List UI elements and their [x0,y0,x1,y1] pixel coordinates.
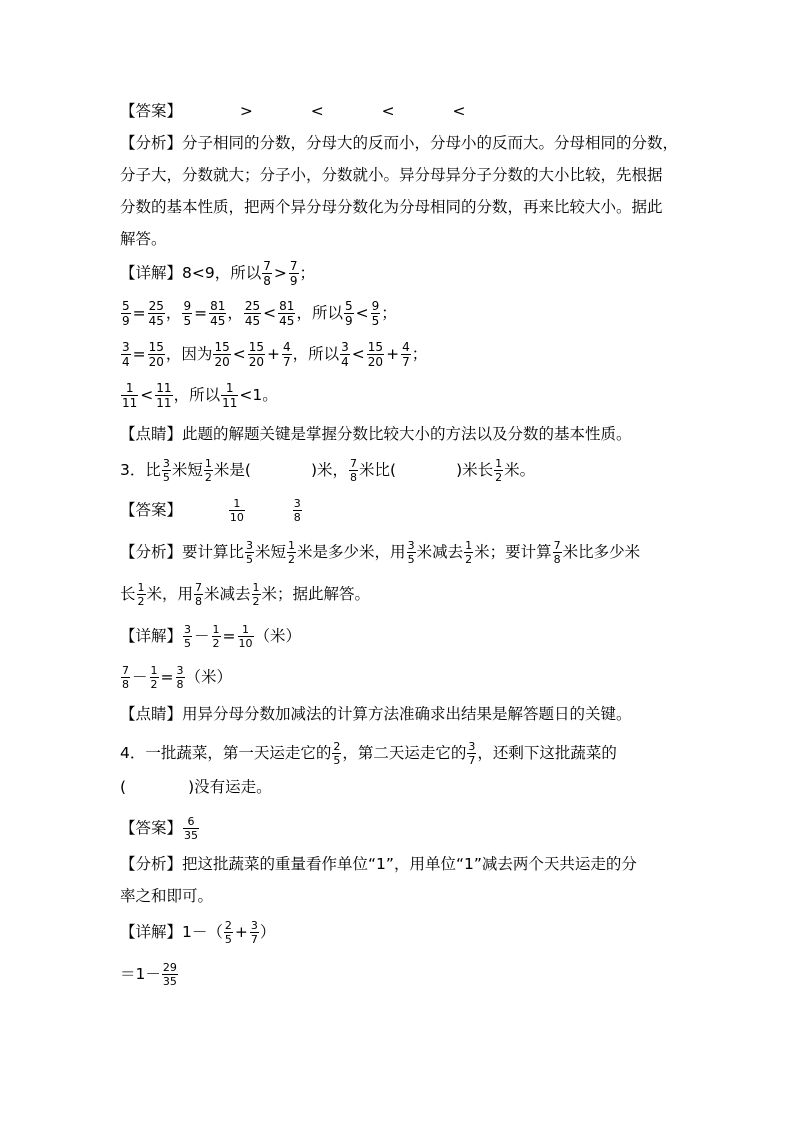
denominator: 2 [204,471,212,484]
question-3 [120,458,680,483]
detail-3-line-2 [120,665,680,690]
numerator: 25 [244,299,261,313]
question-number: 3． [120,461,146,479]
denominator: 9 [289,274,298,288]
denominator: 45 [244,314,261,328]
text: ，还剩下这批蔬菜的 [477,744,617,762]
fraction [212,624,221,649]
fraction [282,341,292,368]
numerator: 1 [212,623,220,636]
answer-symbol-2: < [310,102,324,120]
denominator: 9 [122,314,130,328]
text: ； [411,345,428,363]
detail-1-line-3 [120,341,680,368]
text: 米比( [359,461,397,479]
fraction [162,458,171,483]
fraction [293,498,302,523]
denominator: 8 [122,678,129,691]
fraction [332,741,341,766]
analysis-3-line-1 [120,540,680,565]
analysis-text: 分子相同的分数，分母大的反而小，分母小的反而大。分母相同的分数， [182,134,679,152]
fraction [162,962,178,987]
numerator: 3 [293,497,301,510]
analysis-1-line-3: 分数的基本性质，把两个异分母分数化为分母相同的分数，再来比较大小。据此 [120,198,663,216]
operator: = [222,627,236,645]
operator: = [132,304,146,322]
operator: < [351,345,365,363]
numerator: 15 [367,340,384,354]
numerator: 1 [233,497,241,510]
fraction [464,540,473,565]
text: 米是( [213,461,251,479]
text: 米是多少米，用 [297,543,406,561]
fraction [467,741,476,766]
denominator: 8 [293,511,301,524]
denominator: 4 [341,355,349,369]
denominator: 10 [229,511,244,524]
numerator: 1 [252,581,260,594]
denominator: 5 [224,933,232,946]
answer-symbol-1: > [239,102,253,120]
analysis-text: 把这批蔬菜的重量看作单位“1”，用单位“1”减去两个天共运走的分 [182,855,637,873]
text: ； [299,264,316,282]
numerator: 1 [242,623,250,636]
denominator: 10 [238,637,253,650]
remark-label: 【点睛】 [120,425,183,443]
remark-text: 用异分母分数加减法的计算方法准确求出结果是解答题日的关键。 [182,705,632,723]
fraction [137,582,146,607]
numerator: 4 [402,340,410,354]
numerator: 7 [122,664,129,677]
operator: > [273,264,287,282]
text: ， [296,304,312,322]
numerator: 15 [214,340,230,354]
detail-4-line-1 [120,920,680,945]
text: ， [227,304,243,322]
answer-3 [120,498,680,523]
numerator: 7 [289,259,298,273]
fraction [150,665,159,690]
text: 米；据此解答。 [261,585,371,603]
fraction [494,458,503,483]
fraction [340,341,350,368]
text: 1－（ [182,923,223,941]
fraction [553,540,562,565]
fraction [407,540,416,565]
denominator: 8 [263,274,271,288]
numerator: 1 [125,381,134,395]
text: )米长 [456,461,494,479]
text: 米短 [255,543,287,561]
denominator: 7 [250,933,258,946]
operator: = [132,345,146,363]
fraction [209,300,226,327]
numerator: 7 [263,259,271,273]
text: ，因为 [165,345,213,363]
operator: < [355,304,369,322]
numerator: 7 [553,539,561,552]
text: 米；要计算 [474,543,552,561]
numerator: 1 [204,457,212,470]
denominator: 20 [367,355,384,369]
fraction [262,260,272,287]
detail-label: 【详解】 [120,627,183,645]
answer-label: 【答案】 [120,102,183,120]
numerator: 1 [150,664,158,677]
numerator: 1 [225,381,234,395]
remark-text: 此题的解题关键是掌握分数比较大小的方法以及分数的基本性质。 [182,425,632,443]
analysis-label: 【分析】 [120,543,183,561]
denominator: 2 [495,471,503,484]
numerator: 6 [187,815,195,828]
denominator: 2 [150,678,158,691]
text: 一批蔬菜，第一天运走它的 [145,744,332,762]
fraction [121,665,130,690]
fraction [183,624,192,649]
text: ，所以 [292,345,340,363]
fraction [287,540,296,565]
text: )米， [310,461,349,479]
denominator: 5 [184,637,192,650]
denominator: 35 [162,975,177,988]
text: 所以 [311,304,343,322]
denominator: 5 [246,553,254,566]
numerator: 29 [162,961,177,974]
text: 米减去 [204,585,251,603]
numerator: 1 [137,581,145,594]
text: ＝1－ [120,965,161,983]
operator: < [140,386,154,404]
numerator: 3 [250,919,258,932]
denominator: 2 [288,553,296,566]
text: 要计算比 [182,543,245,561]
text: 米。 [504,461,536,479]
detail-1-line-1 [120,260,680,287]
numerator: 3 [407,539,415,552]
analysis-label: 【分析】 [120,134,183,152]
answer-4 [120,816,680,841]
text: 比 [145,461,161,479]
denominator: 11 [222,396,238,410]
fraction [221,382,238,409]
text: ； [381,304,397,322]
denominator: 2 [212,637,220,650]
text: ，所以 [173,386,221,404]
text: ( [120,778,127,796]
question-4-line-2 [120,780,680,796]
answer-label: 【答案】 [120,501,183,519]
denominator: 9 [344,314,353,328]
denominator: 5 [407,553,415,566]
numerator: 1 [465,539,473,552]
denominator: 20 [148,355,164,369]
numerator: 3 [184,623,192,636]
analysis-1-line-1 [120,136,680,152]
fraction [224,920,233,945]
fraction [121,341,131,368]
numerator: 1 [495,457,503,470]
fraction [278,300,295,327]
remark-label: 【点睛】 [120,705,183,723]
answer-line-1 [120,104,680,120]
answer-label: 【答案】 [120,819,183,837]
denominator: 20 [248,355,264,369]
detail-4-line-2 [120,962,680,987]
remark-3 [120,707,680,723]
numerator: 7 [195,581,203,594]
text: ） [259,923,276,941]
fraction [121,300,131,327]
numerator: 9 [183,299,192,313]
fraction [213,341,230,368]
denominator: 35 [184,829,199,842]
denominator: 8 [350,471,358,484]
denominator: 7 [468,754,476,767]
denominator: 8 [553,553,561,566]
fraction [148,341,165,368]
denominator: 20 [214,355,230,369]
numerator: 5 [344,299,353,313]
operator: = [194,304,208,322]
numerator: 3 [176,664,184,677]
denominator: 2 [465,553,473,566]
detail-label: 【详解】 [120,264,183,282]
analysis-3-line-2 [120,582,680,607]
analysis-4-line-1 [120,857,680,873]
fraction [252,582,261,607]
denominator: 4 [122,355,130,369]
denominator: 5 [183,314,192,328]
numerator: 3 [468,740,476,753]
numerator: 3 [122,340,130,354]
text: ， [165,304,182,322]
question-number: 4． [120,744,146,762]
fraction [289,260,299,287]
numerator: 11 [156,381,172,395]
detail-1-line-4 [120,382,680,409]
denominator: 11 [156,396,172,410]
operator: = [160,668,174,686]
detail-label: 【详解】 [120,923,183,941]
fraction [229,498,245,523]
unit: （米） [185,668,233,686]
numerator: 9 [371,299,380,313]
text: 米比多少米 [562,543,641,561]
analysis-1-line-2: 分子大，分数就大；分子小，分数就小。异分母异分子分数的大小比较，先根据 [120,166,663,184]
denominator: 2 [252,595,260,608]
denominator: 2 [137,595,145,608]
fraction [344,300,354,327]
text: 米，用 [146,585,194,603]
fraction [183,816,199,841]
answer-symbol-4: < [452,102,466,120]
operator: < [232,345,246,363]
detail-1-line-2 [120,300,680,327]
text: 8<9，所以 [182,264,262,282]
fraction [248,341,265,368]
question-4-line-1 [120,741,680,766]
operator: + [267,345,280,363]
numerator: 81 [279,299,295,313]
denominator: 8 [195,595,203,608]
fraction [155,382,172,409]
analysis-label: 【分析】 [120,855,183,873]
denominator: 7 [283,355,291,369]
denominator: 45 [148,314,164,328]
numerator: 25 [148,299,164,313]
denominator: 5 [162,471,170,484]
fraction [250,920,259,945]
fraction [238,624,254,649]
operator: < [263,304,277,322]
text: ，第二天运走它的 [342,744,467,762]
numerator: 15 [248,340,264,354]
numerator: 5 [122,299,130,313]
fraction [121,382,138,409]
numerator: 3 [246,539,254,552]
fraction [244,300,261,327]
denominator: 5 [371,314,380,328]
fraction [194,582,203,607]
numerator: 7 [350,457,358,470]
unit: （米） [254,627,302,645]
numerator: 1 [288,539,296,552]
denominator: 45 [210,314,226,328]
numerator: 3 [341,340,349,354]
denominator: 11 [122,396,138,410]
text: 米短 [171,461,203,479]
denominator: 8 [176,678,184,691]
analysis-1-line-4: 解答。 [120,230,167,248]
fraction [182,300,192,327]
remark-1 [120,427,680,443]
denominator: 5 [333,754,341,767]
numerator: 2 [224,919,232,932]
fraction [371,300,381,327]
fraction [148,300,165,327]
answer-symbol-3: < [381,102,395,120]
analysis-4-line-2: 率之和即可。 [120,887,214,905]
operator: － [194,627,210,645]
denominator: 7 [402,355,410,369]
numerator: 2 [333,740,341,753]
numerator: 4 [283,340,291,354]
fraction [245,540,254,565]
fraction [349,458,358,483]
numerator: 15 [148,340,164,354]
operator: － [132,668,148,686]
numerator: 81 [210,299,226,313]
fraction [401,341,411,368]
text: 米减去 [416,543,464,561]
fraction [367,341,384,368]
operator: + [234,923,248,941]
text: )没有运走。 [188,778,272,796]
fraction [176,665,185,690]
operator: + [386,345,400,363]
text: <1。 [239,386,278,404]
numerator: 3 [162,457,170,470]
fraction [204,458,213,483]
denominator: 45 [279,314,295,328]
text: 长 [120,585,136,603]
detail-3-line-1 [120,624,680,649]
